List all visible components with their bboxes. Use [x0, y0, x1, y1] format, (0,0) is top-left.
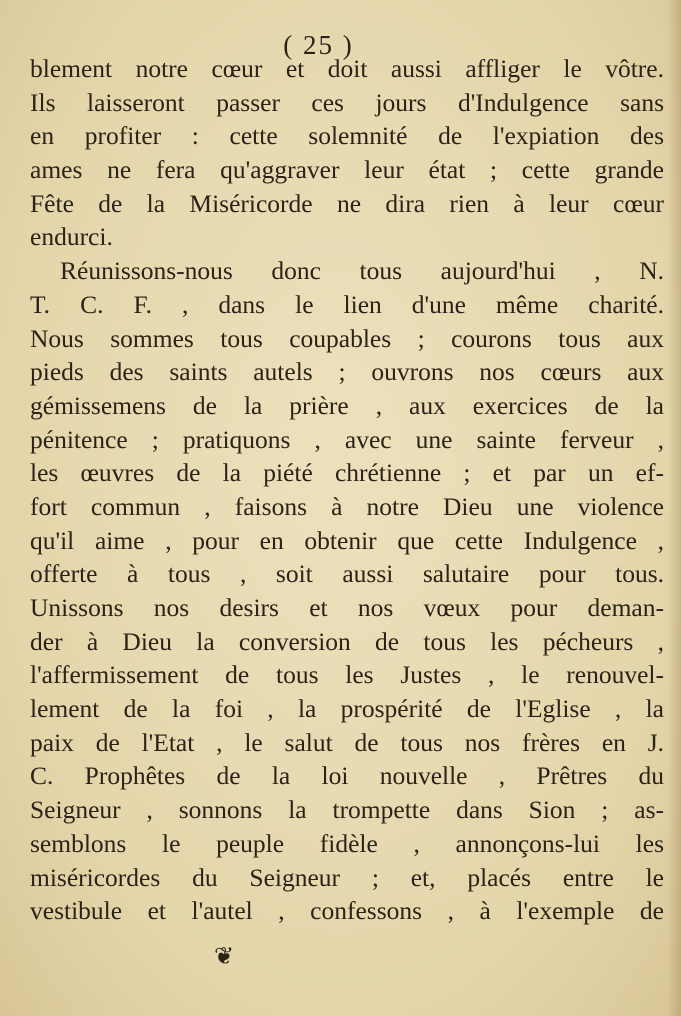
- text-line: gémissemens de la prière , aux exercices de la: [30, 390, 664, 420]
- text-line: Seigneur , sonnons la trompette dans Sion ; as-: [30, 795, 664, 825]
- text-line: l'affermissement de tous les Justes , le renouvel-: [30, 660, 664, 690]
- text-line: fort commun , faisons à notre Dieu une violence: [30, 491, 664, 521]
- text-line: Fête de la Miséricorde ne dira rien à leur cœur: [30, 188, 664, 218]
- text-line: C. Prophêtes de la loi nouvelle , Prêtres du: [30, 761, 664, 791]
- text-line: T. C. F. , dans le lien d'une même charité.: [30, 289, 664, 319]
- text-line: pénitence ; pratiquons , avec une sainte ferveur ,: [30, 424, 664, 454]
- text-line: der à Dieu la conversion de tous les pécheurs ,: [30, 626, 664, 656]
- text-line: offerte à tous , soit aussi salutaire pour tous.: [30, 559, 664, 589]
- text-line: Unissons nos desirs et nos vœux pour deman-: [30, 593, 664, 622]
- text-line: Ils laisseront passer ces jours d'Indulgence sans: [30, 87, 664, 117]
- text-line: paix de l'Etat , le salut de tous nos frères en J.: [30, 727, 664, 757]
- text-line: en profiter : cette solemnité de l'expiation des: [30, 121, 664, 151]
- text-line: qu'il aime , pour en obtenir que cette Indulgence ,: [30, 525, 664, 555]
- body-text: [30, 52, 664, 928]
- text-line: endurci.: [30, 222, 113, 252]
- text-line: Nous sommes tous coupables ; courons tous aux: [30, 323, 664, 353]
- text-line: semblons le peuple fidèle , annonçons-lui les: [30, 828, 664, 858]
- text-line: pieds des saints autels ; ouvrons nos cœurs aux: [30, 357, 664, 387]
- printer-ornament-icon: ❦: [214, 944, 235, 970]
- text-line: miséricordes du Seigneur ; et, placés entre le: [30, 862, 664, 892]
- text-line: Réunissons-nous donc tous aujourd'hui , N.: [60, 256, 664, 286]
- text-line: ames ne fera qu'aggraver leur état ; cette grande: [30, 155, 664, 185]
- page-number: ( 25 ): [283, 30, 354, 60]
- page-edge: [667, 0, 681, 1016]
- text-line: lement de la foi , la prospérité de l'Eglise , la: [30, 694, 664, 724]
- text-line: blement notre cœur et doit aussi affliger le vôtre.: [30, 54, 664, 83]
- text-line: les œuvres de la piété chrétienne ; et par un ef-: [30, 458, 664, 488]
- text-line: vestibule et l'autel , confessons , à l'exemple de: [30, 896, 664, 926]
